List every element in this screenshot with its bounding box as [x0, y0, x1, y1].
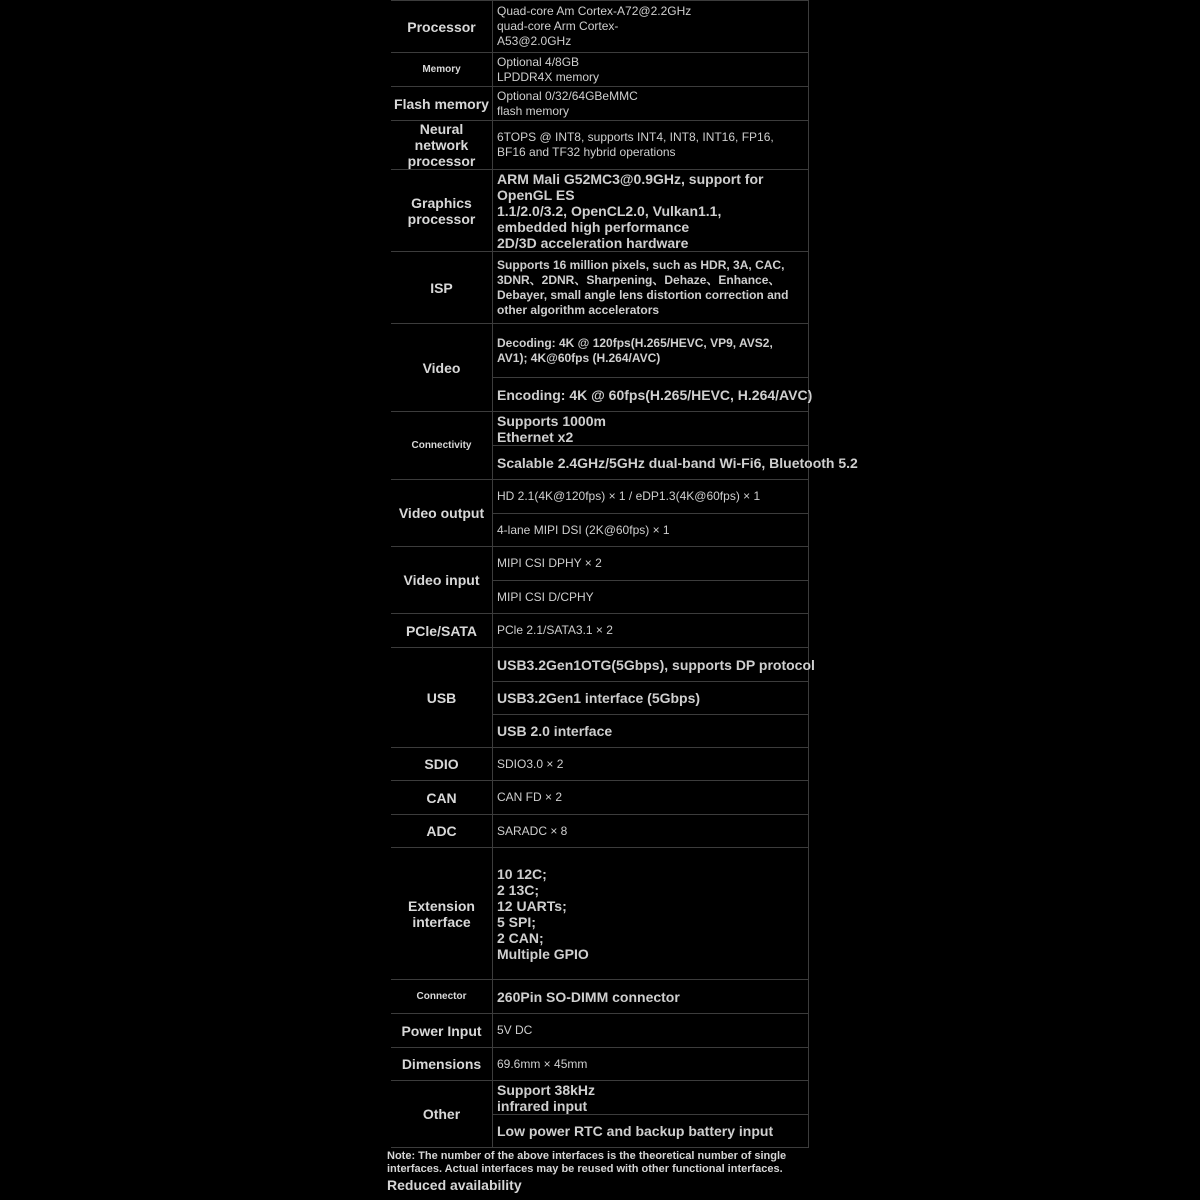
spec-value-line: quad-core Arm Cortex- [497, 19, 619, 33]
spec-value [493, 53, 809, 87]
spec-value-line: Optional 0/32/64GBeMMC [497, 88, 638, 103]
spec-value [493, 170, 809, 252]
spec-value-line: 10 12C; [497, 865, 547, 882]
spec-row [391, 87, 809, 121]
spec-value-line: other algorithm accelerators [497, 302, 660, 317]
spec-value [493, 252, 809, 324]
spec-label: Processor [391, 1, 493, 53]
spec-value-line: 3DNR、2DNR、Sharpening、Dehaze、Enhance、 [497, 272, 781, 287]
spec-value-line: OpenGL ES [497, 186, 575, 203]
spec-row [391, 480, 809, 514]
spec-value-line: SDIO3.0 × 2 [497, 756, 564, 771]
spec-value-line: MIPI CSI D/CPHY [497, 589, 594, 604]
spec-value [493, 514, 809, 547]
spec-value-line: 5V DC [497, 1023, 533, 1037]
spec-value-line: 4-lane MIPI DSI (2K@60fps) × 1 [497, 522, 670, 537]
spec-label: SDIO [391, 748, 493, 781]
spec-value-line: Supports 16 million pixels, such as HDR, 3A, CAC, [497, 257, 785, 272]
spec-value-line: USB3.2Gen1 interface (5Gbps) [497, 690, 701, 706]
spec-label: Connectivity [391, 412, 493, 480]
footnote-text: Note: The number of the above interfaces is the theoretical number of single interfaces. Actual interfaces may be reused with other functional interfaces. [387, 1150, 787, 1175]
spec-value-line: 260Pin SO-DIMM connector [497, 988, 680, 1005]
spec-label: PCle/SATA [391, 614, 493, 648]
spec-value [493, 480, 809, 514]
spec-value [493, 121, 809, 170]
spec-value [493, 781, 809, 815]
spec-label: CAN [391, 781, 493, 815]
spec-label: Video input [391, 547, 493, 614]
spec-value-line: USB 2.0 interface [497, 723, 613, 739]
spec-label: Neural network processor [391, 121, 493, 170]
spec-label: ISP [391, 252, 493, 324]
spec-value-line: flash memory [497, 103, 570, 118]
spec-label: Power Input [391, 1014, 493, 1048]
spec-value-line: Supports 1000m [497, 412, 606, 429]
spec-value-line: Quad-core Am Cortex-A72@2.2GHz [497, 4, 692, 18]
spec-value-line: LPDDR4X memory [497, 69, 600, 84]
spec-value-line: Decoding: 4K @ 120fps(H.265/HEVC, VP9, AVS2, [497, 335, 773, 350]
spec-value-line: embedded high performance [497, 218, 690, 235]
spec-value-line: 2 CAN; [497, 929, 544, 946]
spec-row [391, 980, 809, 1014]
spec-label: Memory [391, 53, 493, 87]
spec-value [493, 446, 858, 480]
spec-value [493, 1081, 809, 1115]
spec-value [493, 1, 809, 53]
spec-value [493, 980, 809, 1014]
spec-value-line: Scalable 2.4GHz/5GHz dual-band Wi-Fi6, Bluetooth 5.2 [497, 454, 858, 471]
spec-row [391, 252, 809, 324]
spec-value [493, 748, 809, 781]
spec-value-line: Optional 4/8GB [497, 54, 580, 69]
spec-value-line: ARM Mali G52MC3@0.9GHz, support for [497, 170, 764, 187]
spec-value [493, 648, 815, 682]
spec-row [391, 412, 809, 446]
spec-value-line: BF16 and TF32 hybrid operations [497, 145, 676, 159]
spec-value-line: USB3.2Gen1OTG(5Gbps), supports DP protocol [497, 656, 815, 673]
spec-row [391, 53, 809, 87]
spec-value [493, 87, 809, 121]
spec-row [391, 1014, 809, 1048]
spec-value [493, 1048, 809, 1081]
spec-label: Connector [391, 980, 493, 1014]
spec-value-line: Multiple GPIO [497, 945, 589, 962]
spec-row [391, 547, 809, 581]
spec-value [493, 1115, 809, 1148]
spec-value-line: Debayer, small angle lens distortion correction and [497, 287, 789, 302]
footnote-extra: Reduced availability [387, 1177, 522, 1193]
spec-value [493, 815, 809, 848]
spec-row [391, 748, 809, 781]
footnote [387, 1150, 817, 1193]
spec-label: Extension interface [391, 848, 493, 980]
spec-value [493, 848, 809, 980]
spec-label: Video output [391, 480, 493, 547]
spec-row [391, 1081, 809, 1115]
spec-value-line: Ethernet x2 [497, 428, 574, 445]
spec-value [493, 1014, 809, 1048]
spec-row [391, 121, 809, 170]
spec-value [493, 614, 809, 648]
spec-value [493, 412, 809, 446]
spec-value-line: 12 UARTs; [497, 897, 567, 914]
spec-row [391, 614, 809, 648]
spec-value-line: Encoding: 4K @ 60fps(H.265/HEVC, H.264/AVC) [497, 386, 813, 403]
spec-value [493, 324, 809, 378]
spec-row [391, 815, 809, 848]
spec-value [493, 682, 809, 715]
spec-value [493, 581, 809, 614]
spec-row [391, 648, 809, 682]
spec-value-line: MIPI CSI DPHY × 2 [497, 556, 602, 570]
spec-value-line: PCle 2.1/SATA3.1 × 2 [497, 623, 613, 637]
spec-row [391, 324, 809, 378]
spec-label: Other [391, 1081, 493, 1148]
spec-value-line: A53@2.0GHz [497, 34, 572, 48]
spec-label: Video [391, 324, 493, 412]
spec-table-body [391, 1, 858, 1148]
spec-value-line: SARADC × 8 [497, 823, 568, 838]
spec-value-line: infrared input [497, 1097, 588, 1114]
spec-value-line: Low power RTC and backup battery input [497, 1123, 774, 1139]
spec-value-line: 2D/3D acceleration hardware [497, 234, 689, 251]
spec-label: Flash memory [391, 87, 493, 121]
spec-value [493, 547, 809, 581]
spec-label: ADC [391, 815, 493, 848]
spec-value-line: HD 2.1(4K@120fps) × 1 / eDP1.3(4K@60fps) × 1 [497, 489, 761, 503]
spec-row [391, 1048, 809, 1081]
spec-row [391, 781, 809, 815]
spec-label: USB [391, 648, 493, 748]
spec-row [391, 1, 809, 53]
spec-label: Graphics processor [391, 170, 493, 252]
spec-value [493, 715, 809, 748]
spec-value-line: 1.1/2.0/3.2, OpenCL2.0, Vulkan1.1, [497, 202, 722, 219]
spec-value-line: 2 13C; [497, 881, 540, 898]
spec-value [493, 378, 813, 412]
spec-label: Dimensions [391, 1048, 493, 1081]
spec-table [391, 0, 858, 1148]
spec-value-line: 6TOPS @ INT8, supports INT4, INT8, INT16, FP16, [497, 130, 774, 144]
spec-value-line: 5 SPI; [497, 913, 536, 930]
spec-value-line: AV1); 4K@60fps (H.264/AVC) [497, 350, 661, 365]
spec-row [391, 170, 809, 252]
spec-value-line: 69.6mm × 45mm [497, 1056, 588, 1071]
spec-value-line: Support 38kHz [497, 1081, 596, 1098]
spec-row [391, 848, 809, 980]
spec-value-line: CAN FD × 2 [497, 790, 563, 804]
